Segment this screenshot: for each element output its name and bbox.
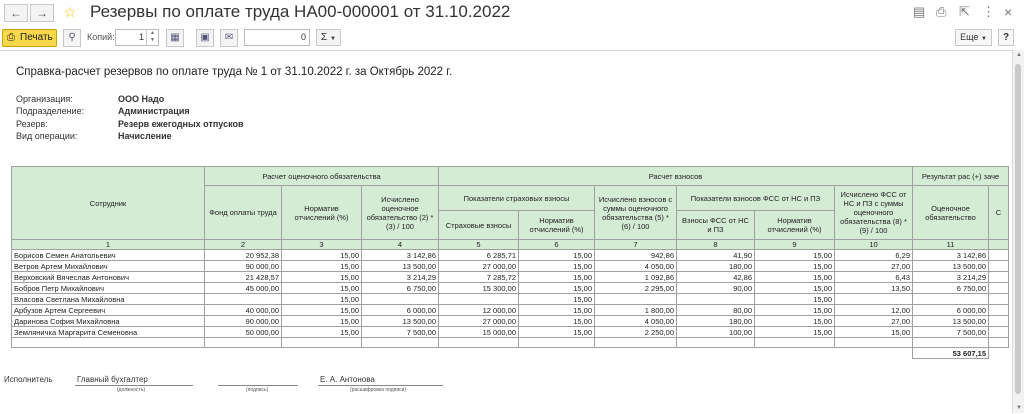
edit-button[interactable] [166,29,184,47]
copies-stepper[interactable] [115,29,159,46]
value-cell: 1 092,86 [595,272,677,283]
column-number: 5 [439,240,519,250]
value-cell: 942,86 [595,250,677,261]
info-value: Резерв ежегодных отпусков [118,119,244,129]
value-cell: 15,00 [755,316,835,327]
value-cell: 7 285,72 [439,272,519,283]
value-cell: 13 500,00 [362,261,439,272]
value-cell: 21 428,57 [205,272,282,283]
value-cell: 27,00 [835,316,913,327]
value-cell: 15 000,00 [439,327,519,338]
header-sub-fss: Показатели взносов ФСС от НС и ПЗ [677,186,835,211]
value-cell: 20 952,38 [205,250,282,261]
value-cell: 15,00 [755,272,835,283]
caption-position: (должность) [117,387,146,393]
info-label: Резерв: [16,119,48,129]
signature-position: Главный бухгалтер [77,375,148,384]
employee-name-cell: Борисов Семен Анатольевич [12,250,205,261]
blank-cell [755,338,835,348]
header-group-obligation: Расчет оценочного обязательства [205,167,439,186]
signature-label: Исполнитель [4,375,53,384]
header-fund: Фонд оплаты труда [205,186,282,240]
total-spacer [12,348,913,359]
value-cell: 45 000,00 [205,283,282,294]
info-operation [16,131,172,141]
value-cell: 2 295,00 [595,283,677,294]
value-cell: 6,43 [835,272,913,283]
print-label: Печать [20,32,53,43]
print-button[interactable] [2,29,57,47]
report-document[interactable] [0,50,1012,414]
value-cell: 15,00 [755,327,835,338]
value-cell [989,316,1009,327]
header-calc-2: Исчислено взносов с суммы оценочного обязательства (5) * (6) / 100 [595,186,677,240]
value-cell [989,261,1009,272]
signature-name: Е. А. Антонова [320,375,375,384]
value-cell: 6 750,00 [362,283,439,294]
header-sub-insurance: Показатели страховых взносы [439,186,595,211]
column-number: 6 [519,240,595,250]
value-cell: 7 500,00 [362,327,439,338]
info-value: Начисление [118,131,172,141]
blank-cell [282,338,362,348]
title-bar [0,0,1024,26]
value-cell: 15,00 [282,294,362,305]
value-cell: 15,00 [519,294,595,305]
value-cell: 100,00 [677,327,755,338]
value-cell: 15 300,00 [439,283,519,294]
value-cell: 12 000,00 [439,305,519,316]
info-department [16,106,190,116]
info-label: Подразделение: [16,106,85,116]
star-icon: ☆ [63,4,77,20]
value-cell: 13,50 [835,283,913,294]
employee-name-cell: Земляничка Маргарита Семеновна [12,327,205,338]
column-number: 10 [835,240,913,250]
value-cell: 180,00 [677,316,755,327]
column-number: 2 [205,240,282,250]
header-group-result: Результат рас (+) заче [913,167,1009,186]
close-icon[interactable]: × [1004,4,1013,20]
favorite-star-button[interactable] [58,4,82,22]
value-cell: 6 000,00 [362,305,439,316]
value-cell: 15,00 [282,327,362,338]
value-cell: 40 000,00 [205,305,282,316]
blank-row [12,338,1009,348]
value-cell: 13 500,00 [362,316,439,327]
blank-cell [913,338,989,348]
table-row[interactable] [12,272,1009,283]
value-cell: 15,00 [519,261,595,272]
table-edit-icon: ▦ [170,32,180,43]
table-row[interactable] [12,305,1009,316]
value-cell: 15,00 [755,283,835,294]
blank-cell [519,338,595,348]
toolbar [0,26,1024,48]
value-cell [989,294,1009,305]
value-cell: 41,90 [677,250,755,261]
header-group-contributions: Расчет взносов [439,167,913,186]
info-label: Вид операции: [16,131,78,141]
value-cell: 6 750,00 [913,283,989,294]
value-cell: 1 800,00 [595,305,677,316]
value-cell: 15,00 [282,283,362,294]
report-title: Справка-расчет резервов по оплате труда № 1 от 31.10.2022 г. за Октябрь 2022 г. [16,66,453,78]
column-number: 1 [12,240,205,250]
value-cell: 3 142,86 [913,250,989,261]
value-cell: 15,00 [519,283,595,294]
envelope-icon: ✉ [224,32,234,43]
value-cell: 12,00 [835,305,913,316]
value-cell: 80,00 [677,305,755,316]
column-number-row [12,240,1009,250]
report-table [11,166,1009,359]
blank-cell [677,338,755,348]
value-cell [989,305,1009,316]
value-cell: 15,00 [519,305,595,316]
employee-name-cell: Даринова София Михайловна [12,316,205,327]
sum-field[interactable]: 0 [244,29,310,46]
value-cell: 15,00 [282,272,362,283]
help-button[interactable]: ? [998,29,1014,46]
table-row[interactable] [12,294,1009,305]
chevron-down-icon: ▼ [980,36,987,42]
header-calc-1: Исчислено оценочное обязательство (2) * (3) / 100 [362,186,439,240]
value-cell: 15,00 [755,261,835,272]
value-cell: 15,00 [282,261,362,272]
link-icon[interactable]: ⇱ [959,4,970,19]
employee-name-cell: Арбузов Артем Сергеевич [12,305,205,316]
blank-cell [205,338,282,348]
blank-cell [362,338,439,348]
value-cell [835,294,913,305]
value-cell: 4 050,00 [595,316,677,327]
value-cell: 27,00 [835,261,913,272]
value-cell [989,250,1009,261]
info-value: ООО Надо [118,94,165,104]
value-cell: 15,00 [755,294,835,305]
value-cell: 15,00 [755,305,835,316]
value-cell [362,294,439,305]
value-cell: 6,29 [835,250,913,261]
column-number: 3 [282,240,362,250]
value-cell [989,272,1009,283]
blank-cell [595,338,677,348]
total-spacer [989,348,1009,359]
employee-name-cell: Верховский Вячеслав Антонович [12,272,205,283]
table-row[interactable] [12,283,1009,294]
value-cell: 27 000,00 [439,261,519,272]
value-cell: 180,00 [677,261,755,272]
chevron-down-icon: ▼ [330,36,336,42]
table-row[interactable] [12,327,1009,338]
value-cell: 4 050,00 [595,261,677,272]
send-mail-button[interactable] [220,29,238,47]
value-cell: 15,00 [755,250,835,261]
header-norm-2: Норматив отчислений (%) [519,211,595,240]
value-cell [439,294,519,305]
value-cell: 13 500,00 [913,316,989,327]
total-row [12,348,1009,359]
value-cell: 15,00 [519,316,595,327]
sum-mode-button[interactable] [316,29,341,46]
blank-cell [835,338,913,348]
arrow-right-icon: → [36,6,48,20]
column-number: 7 [595,240,677,250]
arrow-left-icon: ← [10,6,22,20]
scroll-thumb[interactable] [1015,64,1021,394]
table-row[interactable] [12,316,1009,327]
column-number: 4 [362,240,439,250]
value-cell: 15,00 [282,250,362,261]
info-value: Администрация [118,106,190,116]
stepper-arrows-icon[interactable]: ▲ ▼ [146,30,158,45]
info-label: Организация: [16,94,73,104]
header-insurance: Страховые взносы [439,211,519,240]
scroll-up-icon[interactable]: ▲ [1016,52,1022,58]
value-cell: 15,00 [519,250,595,261]
header-result-1: Оценочное обязательство [913,186,989,240]
value-cell: 90,00 [677,283,755,294]
value-cell [595,294,677,305]
value-cell [989,327,1009,338]
header-norm-3: Норматив отчислений (%) [755,211,835,240]
save-button[interactable] [196,29,214,47]
caption-name: (расшифровка подписи) [350,387,407,393]
value-cell: 7 500,00 [913,327,989,338]
column-number [989,240,1009,250]
header-fss: Взносы ФСС от НС и ПЗ [677,211,755,240]
sigma-icon: Σ [321,32,328,43]
value-cell [913,294,989,305]
value-cell: 90 000,00 [205,261,282,272]
header-result-2: С [989,186,1009,240]
printer-icon: ⎙ [7,32,15,43]
value-cell: 27 000,00 [439,316,519,327]
value-cell: 13 500,00 [913,261,989,272]
blank-cell [439,338,519,348]
employee-name-cell: Ветров Артем Михайлович [12,261,205,272]
blank-cell [12,338,205,348]
column-number: 8 [677,240,755,250]
value-cell: 3 214,29 [362,272,439,283]
header-calc-3: Исчислено ФСС от НС и ПЗ с суммы оценочного обязательства (8) * (9) / 100 [835,186,913,240]
employee-name-cell: Бобров Петр Михайлович [12,283,205,294]
menu-icon[interactable]: ⋮ [982,4,995,19]
signature-line-name [318,385,443,386]
print-icon[interactable]: ⎙ [936,4,947,19]
info-organization [16,94,165,104]
value-cell: 6 000,00 [913,305,989,316]
more-button[interactable] [955,29,992,46]
value-cell [205,294,282,305]
window-title: Резервы по оплате труда НА00-000001 от 31.10.2022 [90,2,511,21]
table-row[interactable] [12,261,1009,272]
header-norm-1: Норматив отчислений (%) [282,186,362,240]
column-number: 11 [913,240,989,250]
magnifier-icon: ⚲ [68,32,76,43]
signature-line-sign [218,385,298,386]
column-number: 9 [755,240,835,250]
info-reserve [16,119,244,129]
value-cell: 2 250,00 [595,327,677,338]
value-cell [677,294,755,305]
value-cell: 15,00 [282,305,362,316]
value-cell: 3 142,86 [362,250,439,261]
copies-value: 1 [138,32,144,42]
value-cell: 42,86 [677,272,755,283]
total-value: 53 607,15 [913,348,989,359]
more-label: Еще [960,32,979,42]
value-cell: 15,00 [835,327,913,338]
copies-label: Копий: [87,32,115,42]
signature-line-position [75,385,193,386]
value-cell: 15,00 [519,272,595,283]
forward-button[interactable] [30,4,54,22]
employee-name-cell: Власова Светлана Михайловна [12,294,205,305]
table-row[interactable] [12,250,1009,261]
vertical-scrollbar[interactable] [1012,50,1024,413]
header-employee: Сотрудник [12,167,205,240]
caption-sign: (подпись) [246,387,269,393]
value-cell: 15,00 [519,327,595,338]
value-cell: 90 000,00 [205,316,282,327]
preview-button[interactable] [63,29,81,47]
floppy-icon: ▣ [200,32,210,43]
back-button[interactable] [4,4,28,22]
value-cell [989,283,1009,294]
value-cell: 15,00 [282,316,362,327]
value-cell: 6 285,71 [439,250,519,261]
value-cell: 3 214,29 [913,272,989,283]
attachment-icon[interactable]: ▤ [913,4,926,19]
blank-cell [989,338,1009,348]
scroll-down-icon[interactable]: ▼ [1016,405,1022,411]
value-cell: 50 000,00 [205,327,282,338]
